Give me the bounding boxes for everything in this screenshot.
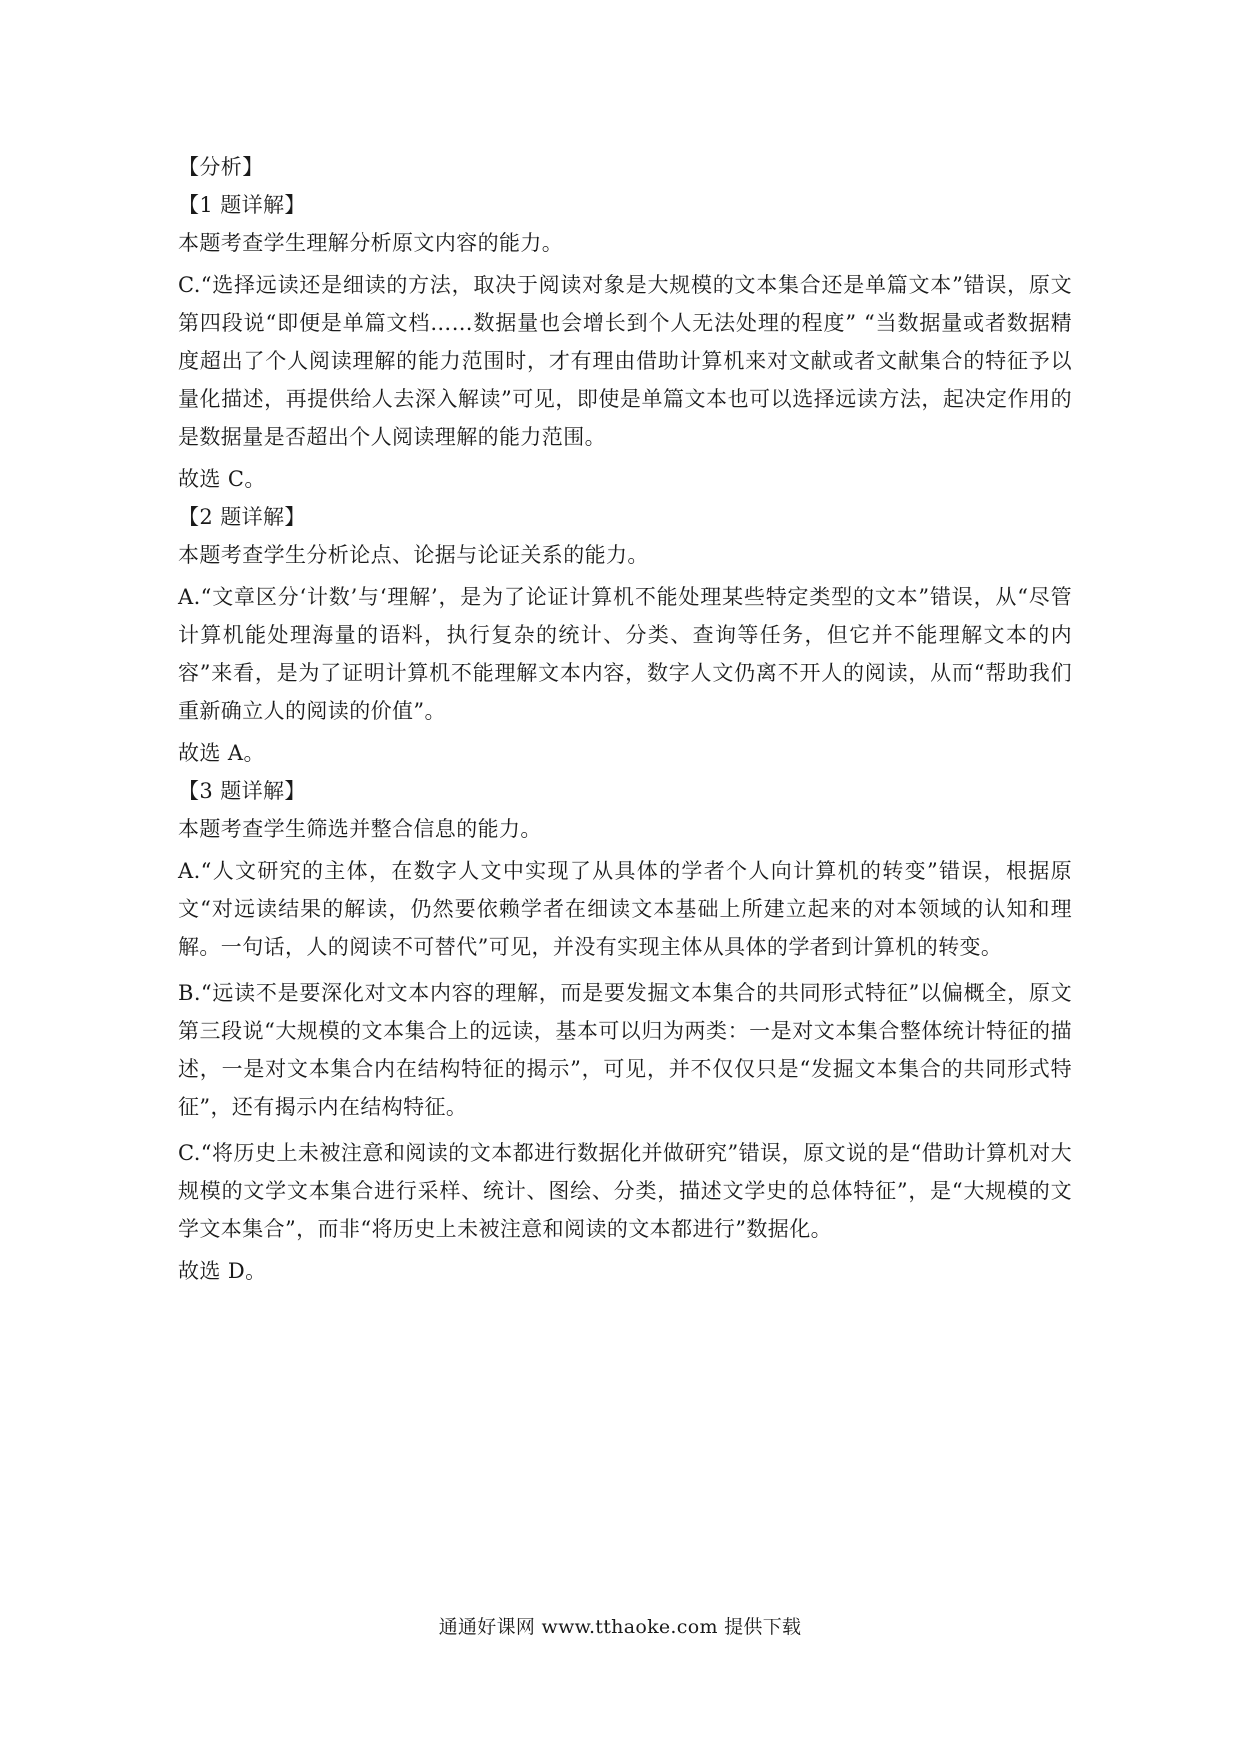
- question-2-explanation-text: A.“文章区分‘计数’与‘理解’，是为了论证计算机不能处理某些特定类型的文本”错误，从“尽管计算机能处理海量的语料，执行复杂的统计、分类、查询等任务，但它并不能理解文本的内容”来看，是为了证明计算机不能理解文本内容，数字人文仍离不开人的阅读，从而“帮助我们重新确立人的阅读的价值”。: [178, 585, 1072, 723]
- question-3-option-a: [178, 852, 1072, 966]
- question-1-answer: 故选 C。: [178, 467, 266, 491]
- section-heading-analysis: 【分析】: [178, 155, 264, 179]
- question-3-intro: 本题考查学生筛选并整合信息的能力。: [178, 817, 542, 841]
- question-3-option-c-text: C.“将历史上未被注意和阅读的文本都进行数据化并做研究”错误，原文说的是“借助计算机对大规模的文学文本集合进行采样、统计、图绘、分类，描述文学史的总体特征”，是“大规模的文学文本集合”，而非“将历史上未被注意和阅读的文本都进行”数据化。: [178, 1141, 1072, 1241]
- question-1-explanation: [178, 266, 1072, 456]
- question-3-option-a-text: A.“人文研究的主体，在数字人文中实现了从具体的学者个人向计算机的转变”错误，根据原文“对远读结果的解读，仍然要依赖学者在细读文本基础上所建立起来的对本领域的认知和理解。一句话，人的阅读不可替代”可见，并没有实现主体从具体的学者到计算机的转变。: [178, 859, 1072, 959]
- question-2-answer: 故选 A。: [178, 741, 265, 765]
- question-1-heading: 【1 题详解】: [178, 193, 306, 217]
- question-3-answer: 故选 D。: [178, 1259, 267, 1283]
- document-body: [178, 152, 1072, 1294]
- page-footer: 通通好课网 www.tthaoke.com 提供下载: [438, 1616, 802, 1638]
- question-3-option-b-text: B.“远读不是要深化对文本内容的理解，而是要发掘文本集合的共同形式特征”以偏概全，原文第三段说“大规模的文本集合上的远读，基本可以归为两类：一是对文本集合整体统计特征的描述，一是对文本集合内在结构特征的揭示”，可见，并不仅仅只是“发掘文本集合的共同形式特征”，还有揭示内在结构特征。: [178, 981, 1072, 1119]
- question-3-heading: 【3 题详解】: [178, 779, 306, 803]
- question-2-intro: 本题考查学生分析论点、论据与论证关系的能力。: [178, 543, 649, 567]
- question-1-explanation-text: C.“选择远读还是细读的方法，取决于阅读对象是大规模的文本集合还是单篇文本”错误，原文第四段说“即便是单篇文档……数据量也会增长到个人无法处理的程度” “当数据量或者数据精度超出了个人阅读理解的能力范围时，才有理由借助计算机来对文献或者文献集合的特征予以量化描述，再提供给人去深入解读”可见，即使是单篇文本也可以选择远读方法，起决定作用的是数据量是否超出个人阅读理解的能力范围。: [178, 273, 1072, 449]
- question-2-explanation: [178, 578, 1072, 730]
- question-3-option-c: [178, 1134, 1072, 1248]
- question-2-heading: 【2 题详解】: [178, 505, 306, 529]
- question-3-option-b: [178, 974, 1072, 1126]
- question-1-intro: 本题考查学生理解分析原文内容的能力。: [178, 231, 564, 255]
